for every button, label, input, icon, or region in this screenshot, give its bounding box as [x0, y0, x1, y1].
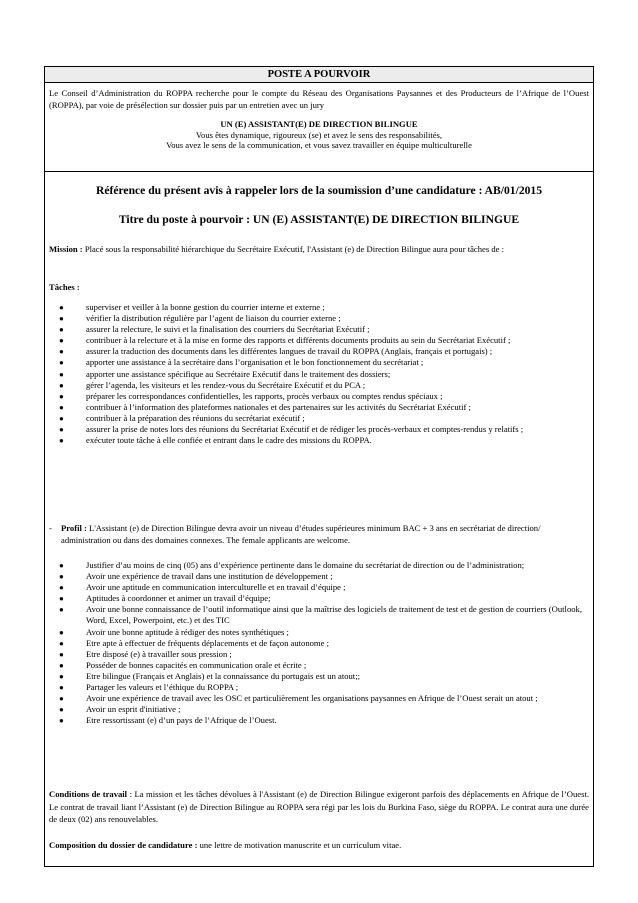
bullet-icon: ●	[59, 336, 64, 346]
list-item-text: vérifier la distribution régulière par l’agent de liaison du courrier externe ;	[86, 313, 341, 324]
bullet-icon: ●	[59, 660, 64, 670]
list-item-text: Avoir une expérience de travail avec les OSC et particulièrement les organisations paysannes en Afrique de l’Ouest serait un atout ;	[86, 693, 538, 704]
list-item-text: Etre bilingue (Français et Anglais) et la connaissance du portugais est un atout;;	[86, 670, 360, 681]
bullet-icon: ●	[59, 694, 64, 704]
list-item	[54, 593, 590, 604]
list-item-text: assurer la prise de notes lors des réunions du Secrétariat Exécutif et de rédiger les procès-verbaux et comptes-rendus y relatifs ;	[86, 424, 524, 435]
conditions-paragraph	[49, 788, 589, 826]
list-item-text: assurer la relecture, le suivi et la finalisation des courriers du Secrétariat Exécutif ;	[86, 324, 370, 335]
list-item-text: apporter une assistance spécifique au Secrétaire Exécutif dans le traitement des dossiers;	[86, 368, 391, 379]
list-item	[54, 715, 590, 726]
list-item	[54, 369, 590, 380]
bullet-icon: ●	[59, 627, 64, 637]
list-item	[54, 704, 590, 715]
position-title-line: Titre du poste à pourvoir : UN (E) ASSISTANT(E) DE DIRECTION BILINGUE	[118, 213, 520, 226]
bullet-icon: ●	[59, 649, 64, 659]
profile-label: Profil :	[61, 523, 87, 533]
list-item	[54, 693, 590, 704]
bullet-icon: ●	[59, 671, 64, 681]
list-item	[54, 324, 590, 335]
list-item	[54, 649, 590, 660]
list-item-text: apporter une assistance à la secrétaire dans l’organisation et le bon fonctionnement du secrétariat ;	[86, 357, 424, 368]
list-item	[54, 435, 590, 446]
list-item	[54, 357, 590, 368]
conditions-text: : La mission et les tâches dévolues à l'Assistant (e) de Direction Bilingue exigeront parfois des déplacements en Afrique de l’Ouest. Le contrat de travail liant l’Assistant (e) de Direction Bilingue au ROPPA sera régi par les lois du Burkina Faso, siège du ROPPA. Le contrat aura une durée de deux (02) ans renouvelables.	[49, 789, 589, 824]
bullet-icon: ●	[59, 683, 64, 693]
list-item-text: préparer les correspondances confidentielles, les rapports, procès verbaux ou comptes rendus spéciaux ;	[86, 390, 443, 401]
list-item-text: Avoir une expérience de travail dans une institution de développement ;	[86, 571, 333, 582]
list-item	[54, 660, 590, 671]
list-item	[54, 402, 590, 413]
bullet-icon: ●	[59, 638, 64, 648]
list-item-text: Posséder de bonnes capacités en communication orale et écrite ;	[86, 659, 307, 670]
position-heading: UN (E) ASSISTANT(E) DE DIRECTION BILINGUE	[220, 119, 418, 129]
list-item	[54, 380, 590, 391]
bullet-icon: ●	[59, 358, 64, 368]
list-item	[54, 424, 590, 435]
list-item-text: Etre ressortissant (e) d’un pays de l’Afrique de l’Ouest.	[86, 715, 277, 726]
tasks-list	[54, 302, 590, 446]
tagline-1: Vous êtes dynamique, rigoureux (se) et avez le sens des responsabilités,	[195, 129, 443, 140]
reference-line: Référence du présent avis à rappeler lors de la soumission d’une candidature : AB/01/2015	[95, 184, 543, 197]
list-item	[54, 413, 590, 424]
bullet-icon: ●	[59, 347, 64, 357]
list-item	[54, 682, 590, 693]
bullet-icon: ●	[59, 605, 64, 615]
list-item-text: contribuer à la préparation des réunions du secrétariat exécutif ;	[86, 412, 305, 423]
list-item-text: Avoir une bonne aptitude à rédiger des notes synthétiques ;	[86, 626, 289, 637]
bullet-icon: ●	[59, 594, 64, 604]
list-item-text: Etre disposé (e) à travailler sous pression ;	[86, 648, 232, 659]
tagline-2: Vous avez le sens de la communication, et vous savez travailler en équipe multiculturelle	[166, 140, 472, 150]
bullet-icon: ●	[59, 369, 64, 379]
composition-label: Composition du dossier de candidature :	[49, 840, 198, 850]
bullet-icon: ●	[59, 572, 64, 582]
list-item-text: contribuer à la relecture et à la mise en forme des rapports et différents documents produits au sein du Secrétariat Exécutif ;	[86, 335, 511, 346]
list-item	[54, 582, 590, 593]
bullet-icon: ●	[59, 436, 64, 446]
bullet-icon: ●	[59, 705, 64, 715]
profile-text: L'Assistant (e) de Direction Bilingue devra avoir un niveau d’études supérieures minimum BAC + 3 ans en secrétariat de direction/ administration ou dans des domaines connexes. The female applicants are welcome.	[61, 523, 541, 545]
bullet-icon: ●	[59, 314, 64, 324]
list-item	[54, 391, 590, 402]
list-item	[54, 313, 590, 324]
list-item	[54, 627, 590, 638]
list-item	[54, 638, 590, 649]
header-box	[44, 66, 594, 172]
bullet-icon: ●	[59, 413, 64, 423]
bullet-icon: ●	[59, 402, 64, 412]
list-item-text: Etre apte à effectuer de fréquents déplacements et de façon autonome ;	[86, 637, 329, 648]
profile-dash: -	[49, 523, 52, 533]
list-item	[54, 346, 590, 357]
page-title: POSTE A POURVOIR	[45, 67, 593, 83]
intro-paragraph: Le Conseil d’Administration du ROPPA recherche pour le compte du Réseau des Organisations Paysannes et des Producteurs de l’Afrique de l’Ouest (ROPPA), par voie de présélection sur dossier puis par un entretien avec un jury	[49, 88, 589, 110]
mission-label: Mission :	[49, 244, 83, 254]
list-item	[54, 571, 590, 582]
bullet-icon: ●	[59, 716, 64, 726]
bullet-icon: ●	[59, 303, 64, 312]
profile-requirements-list	[54, 560, 590, 726]
list-item-text: Aptitudes à coordonner et animer un travail d’équipe;	[86, 593, 271, 604]
profile-paragraph	[49, 522, 589, 546]
list-item-text: exécuter toute tâche à elle confiée et entrant dans le cadre des missions du ROPPA.	[86, 435, 372, 446]
list-item-text: Avoir un esprit d'initiative ;	[86, 704, 181, 715]
bullet-icon: ●	[59, 583, 64, 593]
mission-text: Placé sous la responsabilité hiérarchique du Secrétaire Exécutif, l'Assistant (e) de Direction Bilingue aura pour tâches de :	[82, 244, 504, 254]
composition-paragraph	[49, 839, 589, 851]
bullet-icon: ●	[59, 391, 64, 401]
bullet-icon: ●	[59, 425, 64, 435]
list-item	[54, 604, 590, 626]
bullet-icon: ●	[59, 380, 64, 390]
list-item-text: contribuer à l’information des plateformes nationales et des partenaires sur les activités du Secrétariat Exécutif ;	[86, 401, 471, 412]
list-item	[54, 671, 590, 682]
mission-paragraph	[49, 243, 589, 255]
bullet-icon: ●	[59, 325, 64, 335]
tasks-heading: Tâches :	[49, 282, 80, 292]
list-item	[54, 335, 590, 346]
composition-text: une lettre de motivation manuscrite et un curriculum vitae.	[197, 840, 402, 850]
list-item-text: Avoir une aptitude en communication interculturelle et en travail d’équipe ;	[86, 582, 346, 593]
list-item	[54, 302, 590, 313]
list-item-text: Justifier d’au moins de cinq (05) ans d’expérience pertinente dans le domaine du secrétariat de direction ou de l’administration;	[86, 560, 525, 570]
list-item-text: Partager les valeurs et l’éthique du ROPPA ;	[86, 682, 239, 693]
list-item-text: superviser et veiller à la bonne gestion du courrier interne et externe ;	[86, 302, 325, 312]
list-item	[54, 560, 590, 571]
conditions-label: Conditions de travail	[49, 789, 128, 799]
list-item-text: gérer l’agenda, les visiteurs et les rendez-vous du Secrétaire Exécutif et du PCA ;	[86, 379, 366, 390]
list-item-text: assurer la traduction des documents dans les différentes langues de travail du ROPPA (Anglais, français et portugais) ;	[86, 346, 493, 357]
list-item-text: Avoir une bonne connaissance de l’outil informatique ainsi que la maîtrise des logiciels de traitement de test et de gestion de courriers (Outlook, Word, Excel, Powerpoint, etc.) et des TIC	[86, 604, 582, 626]
bullet-icon: ●	[59, 561, 64, 570]
details-box	[44, 170, 594, 867]
